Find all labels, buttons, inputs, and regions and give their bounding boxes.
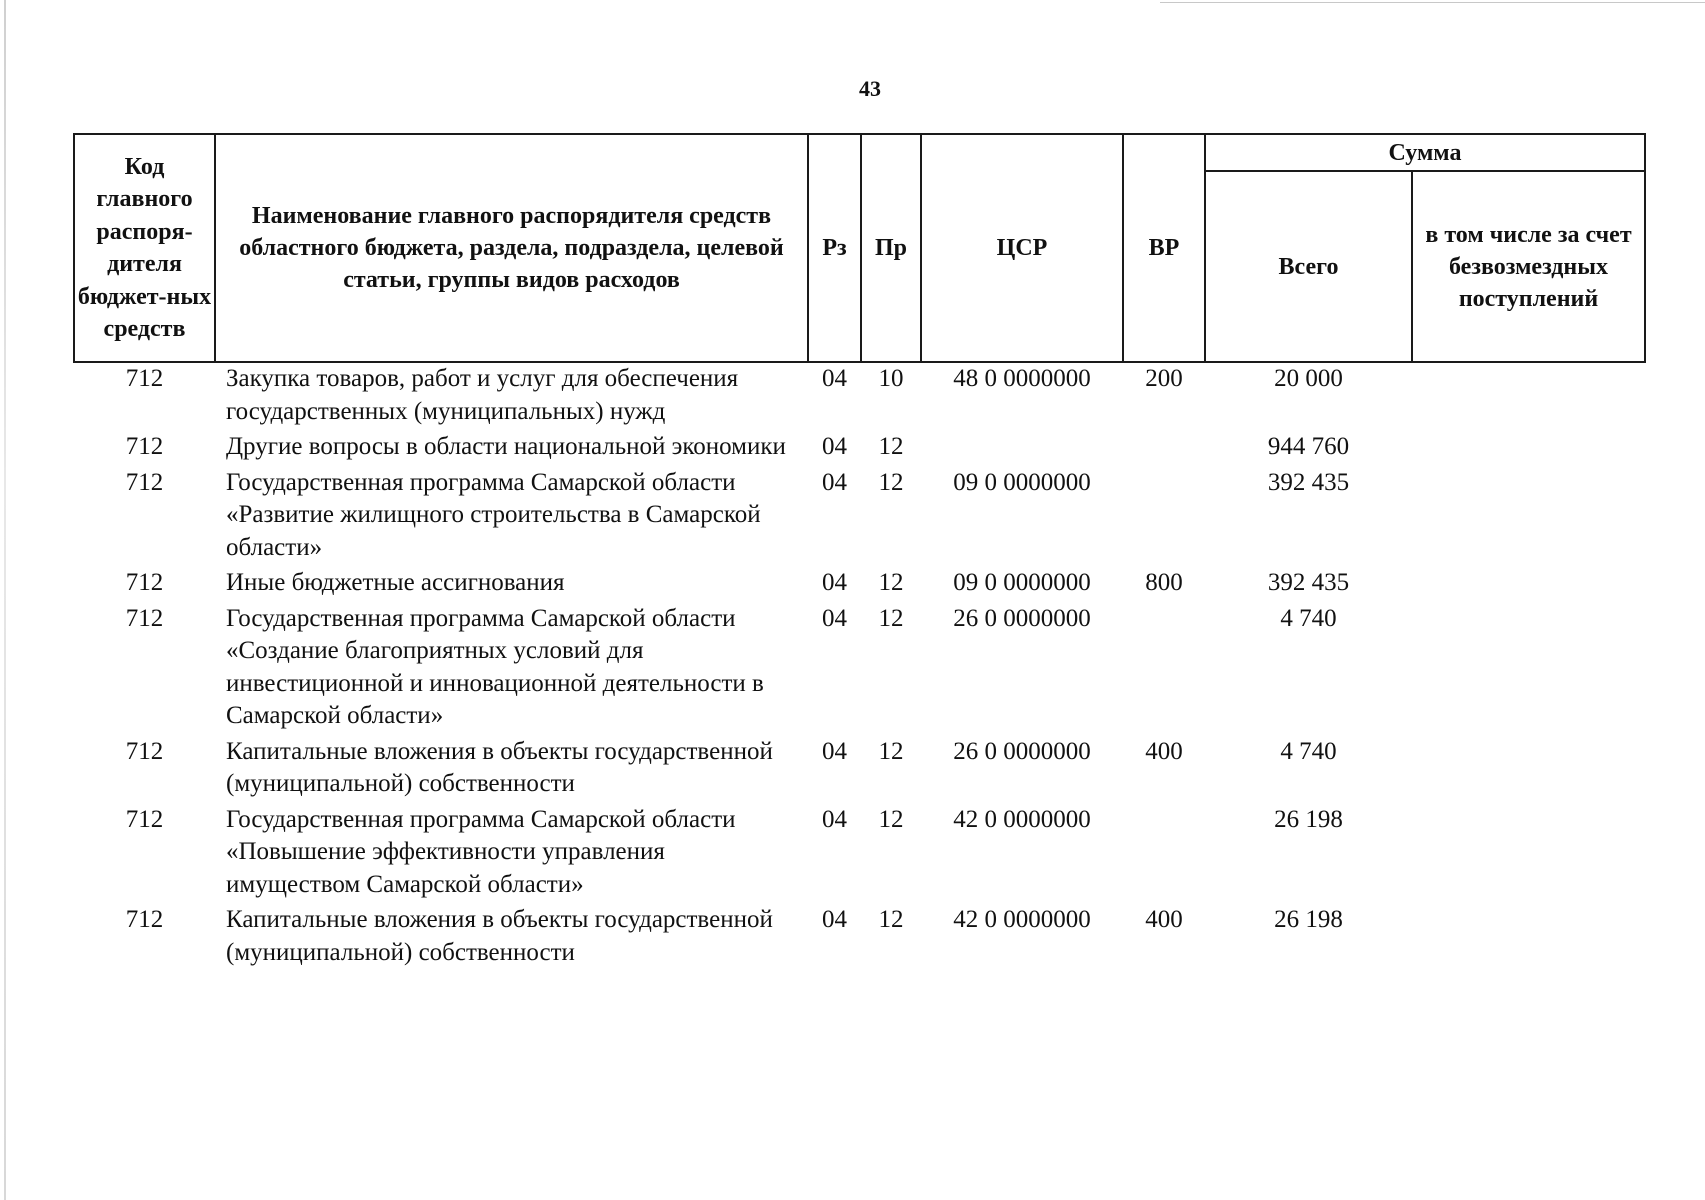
cell-free xyxy=(1412,801,1645,902)
cell-code: 712 xyxy=(125,805,164,833)
header-csr: ЦСР xyxy=(921,134,1123,362)
cell-pr: 12 xyxy=(878,569,904,596)
header-sum: Сумма xyxy=(1205,134,1645,171)
cell-vr xyxy=(1123,428,1205,464)
header-total: Всего xyxy=(1205,171,1412,362)
cell-name: Капитальные вложения в объекты государственной (муниципальной) собственности xyxy=(226,906,773,966)
cell-pr: 12 xyxy=(878,433,904,460)
cell-csr: 09 0 0000000 xyxy=(953,468,1091,496)
cell-total: 944 760 xyxy=(1267,433,1350,460)
cell-vr xyxy=(1123,464,1205,565)
cell-rz: 04 xyxy=(822,906,847,933)
cell-code: 712 xyxy=(125,365,164,392)
cell-rz: 04 xyxy=(822,468,847,496)
cell-name: Государственная программа Самарской области «Повышение эффективности управления имуществом Самарской области» xyxy=(226,805,736,898)
cell-free xyxy=(1412,464,1645,565)
cell-pr: 12 xyxy=(878,805,904,833)
cell-vr: 400 xyxy=(1145,737,1183,765)
cell-total: 392 435 xyxy=(1267,569,1350,596)
header-vr: ВР xyxy=(1123,134,1205,362)
cell-total: 4 740 xyxy=(1280,737,1337,765)
cell-total: 26 198 xyxy=(1274,805,1343,833)
cell-total: 4 740 xyxy=(1280,604,1337,632)
cell-vr xyxy=(1123,600,1205,733)
cell-code: 712 xyxy=(125,468,164,496)
cell-rz: 04 xyxy=(822,433,847,460)
table-row xyxy=(74,801,1645,902)
cell-code: 712 xyxy=(125,737,164,765)
cell-free xyxy=(1412,901,1645,969)
table-body xyxy=(74,362,1645,969)
cell-name: Иные бюджетные ассигнования xyxy=(226,569,565,596)
table-row xyxy=(74,428,1645,464)
table-header xyxy=(74,134,1645,362)
cell-name: Другие вопросы в области национальной экономики xyxy=(226,433,786,460)
cell-pr: 10 xyxy=(878,365,904,392)
cell-free xyxy=(1412,600,1645,733)
cell-rz: 04 xyxy=(822,805,847,833)
cell-pr: 12 xyxy=(878,604,904,632)
header-rz: Рз xyxy=(808,134,861,362)
scan-top-line xyxy=(1160,2,1705,3)
cell-name: Государственная программа Самарской области «Развитие жилищного строительства в Самарской области» xyxy=(226,468,761,561)
header-name: Наименование главного распорядителя средств областного бюджета, раздела, подраздела, целевой статьи, группы видов расходов xyxy=(215,134,808,362)
cell-free xyxy=(1412,428,1645,464)
cell-pr: 12 xyxy=(878,468,904,496)
cell-pr: 12 xyxy=(878,906,904,933)
cell-csr: 42 0 0000000 xyxy=(953,805,1091,833)
header-code: Код главного распоря-дителя бюджет-ных средств xyxy=(74,134,215,362)
cell-csr: 09 0 0000000 xyxy=(953,569,1091,596)
cell-total: 392 435 xyxy=(1267,468,1350,496)
cell-code: 712 xyxy=(125,906,164,933)
cell-rz: 04 xyxy=(822,569,847,596)
cell-free xyxy=(1412,733,1645,801)
cell-total: 20 000 xyxy=(1274,365,1343,392)
cell-csr: 48 0 0000000 xyxy=(953,365,1091,392)
cell-csr: 26 0 0000000 xyxy=(953,737,1091,765)
cell-vr xyxy=(1123,801,1205,902)
cell-free xyxy=(1412,564,1645,600)
cell-name: Государственная программа Самарской области «Создание благоприятных условий для инвестиционной и инновационной деятельности в Самарской области» xyxy=(226,604,764,729)
budget-table xyxy=(73,133,1646,969)
scan-edge xyxy=(4,0,6,1200)
table-row xyxy=(74,733,1645,801)
cell-csr xyxy=(921,428,1123,464)
cell-name: Капитальные вложения в объекты государственной (муниципальной) собственности xyxy=(226,737,773,797)
table-row xyxy=(74,464,1645,565)
cell-code: 712 xyxy=(125,569,164,596)
cell-rz: 04 xyxy=(822,604,847,632)
cell-name: Закупка товаров, работ и услуг для обеспечения государственных (муниципальных) нужд xyxy=(226,365,739,425)
table-row xyxy=(74,600,1645,733)
cell-rz: 04 xyxy=(822,737,847,765)
header-free: в том числе за счет безвозмездных поступлений xyxy=(1412,171,1645,362)
table-row xyxy=(74,362,1645,428)
cell-total: 26 198 xyxy=(1274,906,1343,933)
cell-rz: 04 xyxy=(822,365,847,392)
header-pr: Пр xyxy=(861,134,921,362)
cell-pr: 12 xyxy=(878,737,904,765)
cell-free xyxy=(1412,362,1645,428)
cell-code: 712 xyxy=(125,433,164,460)
page-number: 43 xyxy=(859,76,881,101)
cell-code: 712 xyxy=(125,604,164,632)
cell-vr: 400 xyxy=(1145,906,1183,933)
table-row xyxy=(74,564,1645,600)
cell-csr: 26 0 0000000 xyxy=(953,604,1091,632)
cell-vr: 200 xyxy=(1145,365,1183,392)
table-row xyxy=(74,901,1645,969)
cell-csr: 42 0 0000000 xyxy=(953,906,1091,933)
cell-vr: 800 xyxy=(1145,569,1183,596)
